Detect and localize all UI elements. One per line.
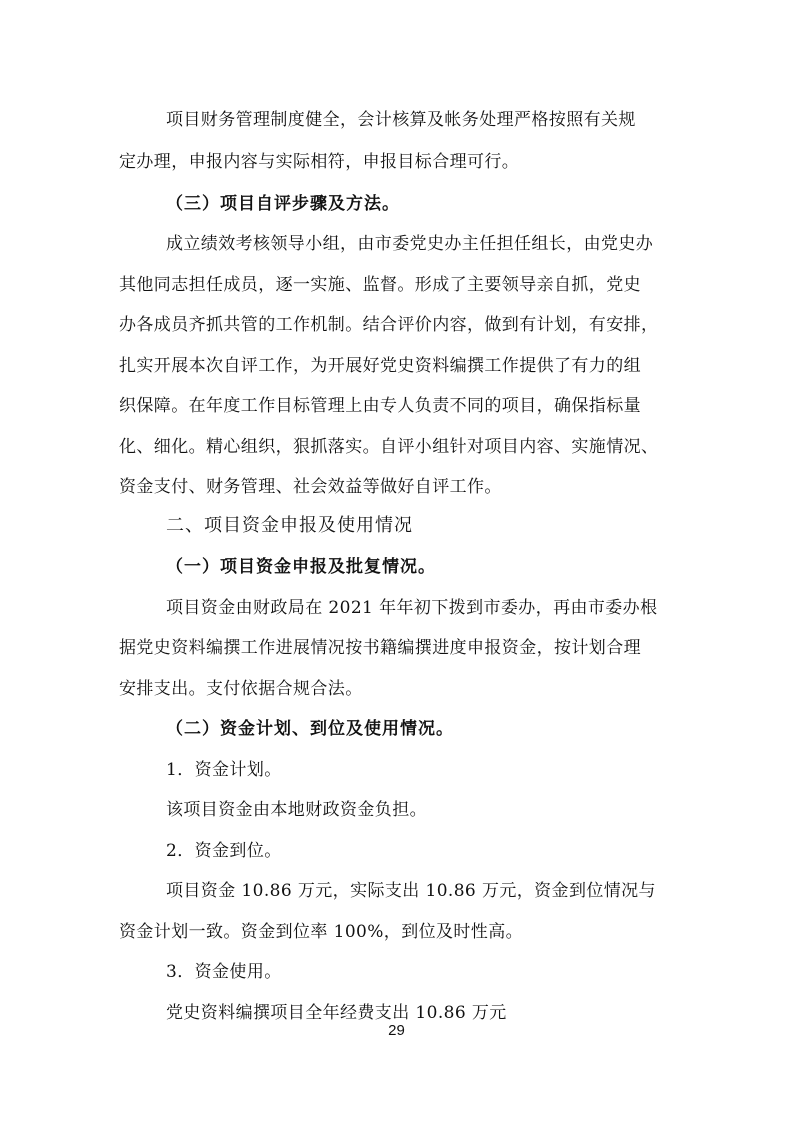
paragraph-line: 项目资金由财政局在 2021 年年初下拨到市委办，再由市委办根 <box>166 598 658 618</box>
paragraph-line: 资金支付、财务管理、社会效益等做好自评工作。 <box>119 477 502 497</box>
paragraph-line: 办各成员齐抓共管的工作机制。结合评价内容，做到有计划，有安排， <box>119 315 659 335</box>
paragraph-line: 据党史资料编撰工作进展情况按书籍编撰进度申报资金，按计划合理 <box>119 638 641 658</box>
paragraph-line: 安排支出。支付依据合规合法。 <box>119 679 363 699</box>
paragraph-line: 项目财务管理制度健全，会计核算及帐务处理严格按照有关规 <box>166 110 636 130</box>
section-heading: 二、项目资金申报及使用情况 <box>166 515 413 536</box>
subsection-heading: （一）项目资金申报及批复情况。 <box>166 557 436 577</box>
paragraph-line: 扎实开展本次自评工作，为开展好党史资料编撰工作提供了有力的组 <box>119 356 641 376</box>
paragraph-line: 党史资料编撰项目全年经费支出 10.86 万元 <box>166 1003 507 1023</box>
paragraph-line: 资金计划一致。资金到位率 100%，到位及时性高。 <box>119 922 524 942</box>
list-item-heading: 2．资金到位。 <box>166 841 282 861</box>
paragraph-line: 定办理，申报内容与实际相符，申报目标合理可行。 <box>119 152 520 172</box>
paragraph-line: 项目资金 10.86 万元，实际支出 10.86 万元，资金到位情况与 <box>166 881 656 901</box>
paragraph-line: 织保障。在年度工作目标管理上由专人负责不同的项目，确保指标量 <box>119 396 641 416</box>
page-number: 29 <box>388 1022 405 1039</box>
subsection-heading: （三）项目自评步骤及方法。 <box>166 194 400 214</box>
list-item-heading: 1．资金计划。 <box>166 760 282 780</box>
paragraph-line: 该项目资金由本地财政资金负担。 <box>166 800 427 820</box>
paragraph-line: 成立绩效考核领导小组，由市委党史办主任担任组长，由党史办 <box>166 234 654 254</box>
subsection-heading: （二）资金计划、到位及使用情况。 <box>166 719 454 739</box>
paragraph-line: 化、细化。精心组织，狠抓落实。自评小组针对项目内容、实施情况、 <box>119 437 659 457</box>
paragraph-line: 其他同志担任成员，逐一实施、监督。形成了主要领导亲自抓，党史 <box>119 275 641 295</box>
list-item-heading: 3．资金使用。 <box>166 962 282 982</box>
